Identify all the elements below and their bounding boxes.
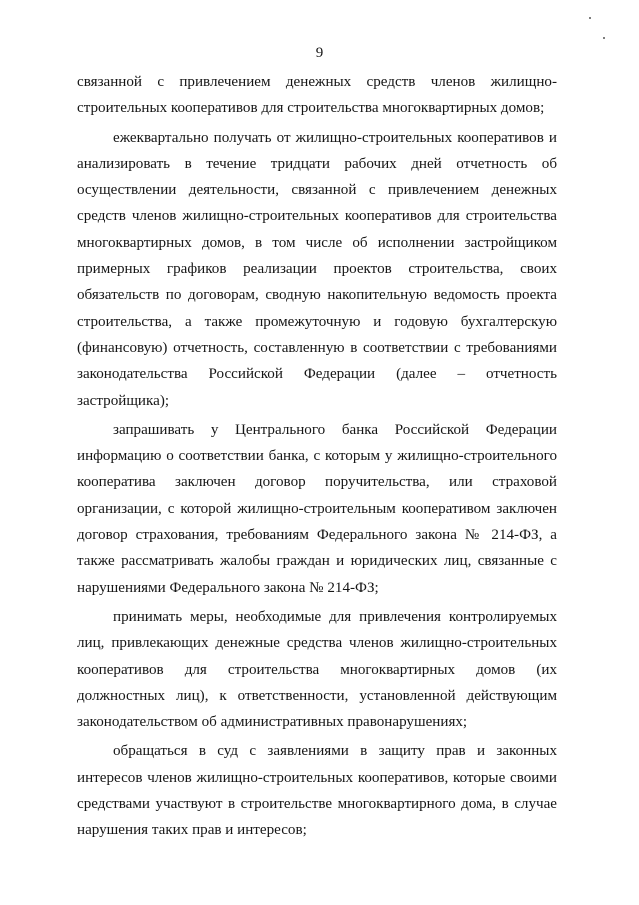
paragraph-court-appeal: обращаться в суд с заявлениями в защиту прав и законных интересов членов жилищно-строительных кооперативов, которые своими средствами участвуют в строительстве многоквартирного дома, в случае нарушения таких прав и интересов; [77, 743, 557, 839]
paragraph-central-bank-request: запрашивать у Центрального банка Российской Федерации информацию о соответствии банка, с которым у жилищно-строительного кооператива заключен договор поручительства, или страховой организации, с которой жилищно-строительным кооперативом заключен договор страхования, требованиям Федерального закона № 214-ФЗ, а также рассматривать жалобы граждан и юридических лиц, связанные с нарушениями Федерального закона № 214-ФЗ; [77, 421, 557, 596]
paragraph-continuation: связанной с привлечением денежных средств членов жилищно-строительных кооперативов для строительства многоквартирных домов; [77, 74, 557, 117]
paragraph-liability-measures: принимать меры, необходимые для привлечения контролируемых лиц, привлекающих денежные средства членов жилищно-строительных кооперативов для строительства многоквартирных домов (их должностных лиц), к ответственности, установленной действующим законодательством об административных правонарушениях; [77, 608, 557, 731]
scan-speck [589, 17, 591, 19]
page-number: 9 [315, 45, 324, 61]
document-body [77, 69, 557, 844]
scan-speck [603, 37, 605, 39]
paragraph-quarterly-reporting: ежеквартально получать от жилищно-строительных кооперативов и анализировать в течение тридцати рабочих дней отчетность об осуществлении деятельности, связанной с привлечением денежных средств членов жилищно-строительных кооперативов для строительства многоквартирных домов, в том числе об исполнении застройщиком примерных графиков реализации проектов строительства, своих обязательств по договорам, сводную накопительную ведомость проекта строительства, а также промежуточную и годовую бухгалтерскую (финансовую) отчетность, составленную в соответствии с требованиями законодательства Российской Федерации (далее – отчетность застройщика); [77, 129, 557, 409]
